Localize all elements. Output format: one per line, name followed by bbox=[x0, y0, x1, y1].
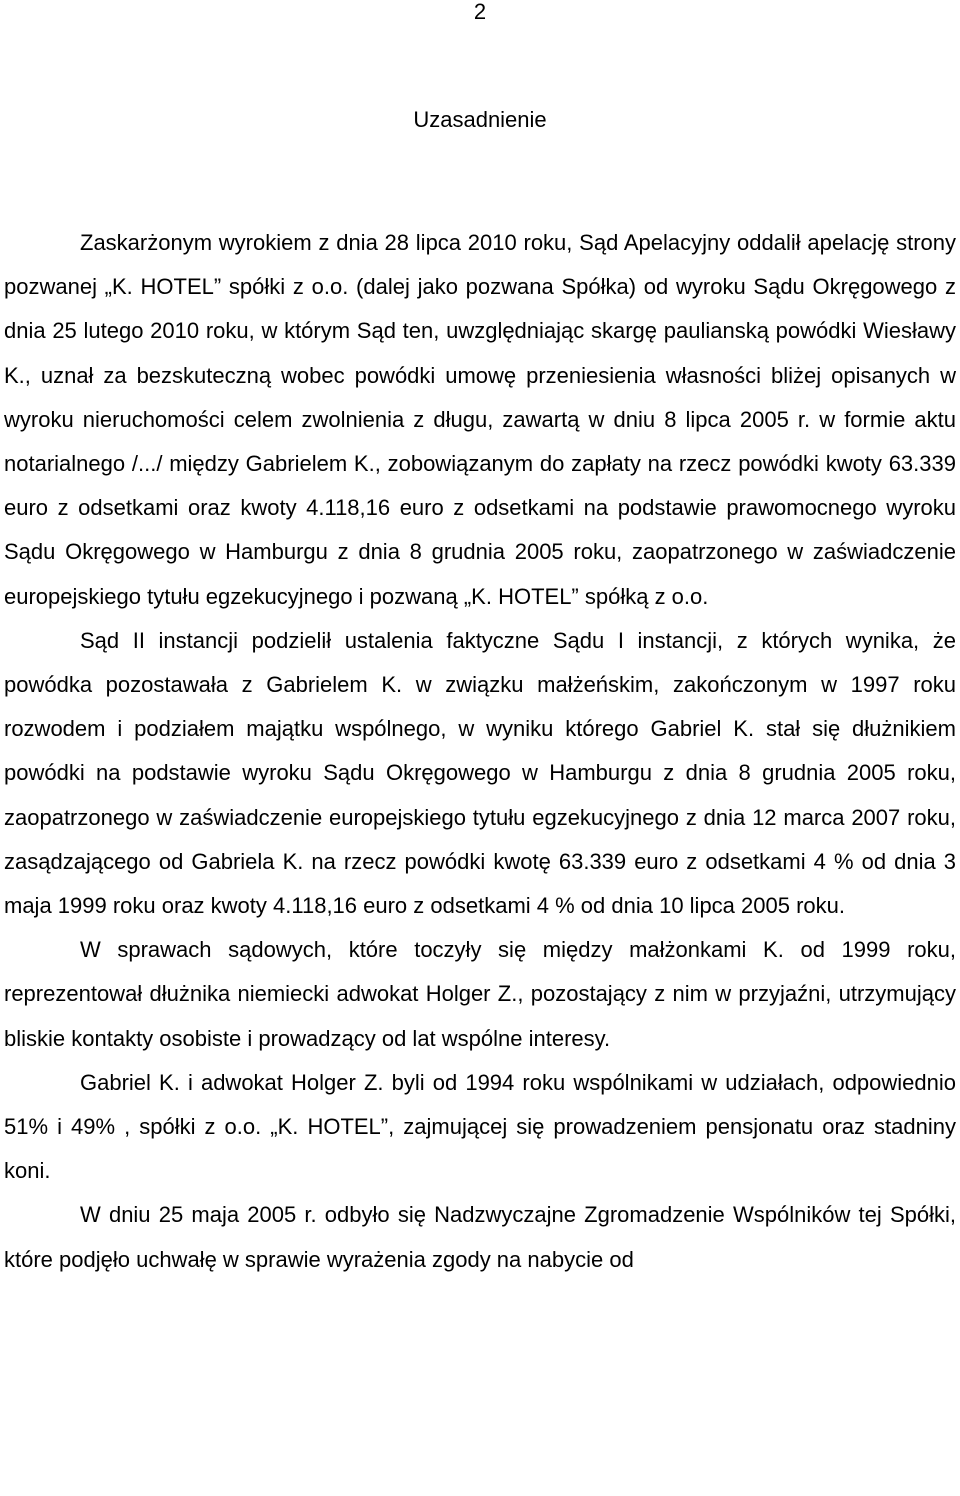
document-heading: Uzasadnienie bbox=[413, 107, 547, 132]
page-number: 2 bbox=[473, 0, 487, 24]
paragraph: Gabriel K. i adwokat Holger Z. byli od 1994 roku wspólnikami w udziałach, odpowiednio 51% i 49% , spółki z o.o. „K. HOTEL”, zajmującej się prowadzeniem pensjonatu oraz stadniny koni. bbox=[4, 1069, 956, 1184]
paragraph: Sąd II instancji podzielił ustalenia faktyczne Sądu I instancji, z których wynika, że powódka pozostawała z Gabrielem K. w związku małżeńskim, zakończonym w 1997 roku rozwodem i podziałem majątku wspólnego, w wyniku którego Gabriel K. stał się dłużnikiem powódki na podstawie wyroku Sądu Okręgowego w Hamburgu z dnia 8 grudnia 2005 roku, zaopatrzonego w zaświadczenie europejskiego tytułu egzekucyjnego z dnia 12 marca 2007 roku, zasądzającego od Gabriela K. na rzecz powódki kwotę 63.339 euro z odsetkami 4 % od dnia 3 maja 1999 roku oraz kwoty 4.118,16 euro z odsetkami 4 % od dnia 10 lipca 2005 roku. bbox=[4, 627, 956, 919]
paragraph: W dniu 25 maja 2005 r. odbyło się Nadzwyczajne Zgromadzenie Wspólników tej Spółki, które podjęło uchwałę w sprawie wyrażenia zgody na nabycie od bbox=[4, 1202, 956, 1272]
paragraph: Zaskarżonym wyrokiem z dnia 28 lipca 2010 roku, Sąd Apelacyjny oddalił apelację strony pozwanej „K. HOTEL” spółki z o.o. (dalej jako pozwana Spółka) od wyroku Sądu Okręgowego z dnia 25 lutego 2010 roku, w którym Sąd ten, uwzględniając skargę paulianską powódki Wiesławy K., uznał za bezskuteczną wobec powódki umowę przeniesienia własności bliżej opisanych w wyroku nieruchomości celem zwolnienia z długu, zawartą w dniu 8 lipca 2005 r. w formie aktu notarialnego /.../ między Gabrielem K., zobowiązanym do zapłaty na rzecz powódki kwoty 63.339 euro z odsetkami oraz kwoty 4.118,16 euro z odsetkami na podstawie prawomocnego wyroku Sądu Okręgowego w Hamburgu z dnia 8 grudnia 2005 roku, zaopatrzonego w zaświadczenie europejskiego tytułu egzekucyjnego i pozwaną „K. HOTEL” spółką z o.o. bbox=[4, 230, 956, 609]
document-body bbox=[4, 221, 956, 1282]
paragraph: W sprawach sądowych, które toczyły się między małżonkami K. od 1999 roku, reprezentował dłużnika niemiecki adwokat Holger Z., pozostający z nim w przyjaźni, utrzymujący bliskie kontakty osobiste i prowadzący od lat wspólne interesy. bbox=[4, 937, 956, 1051]
